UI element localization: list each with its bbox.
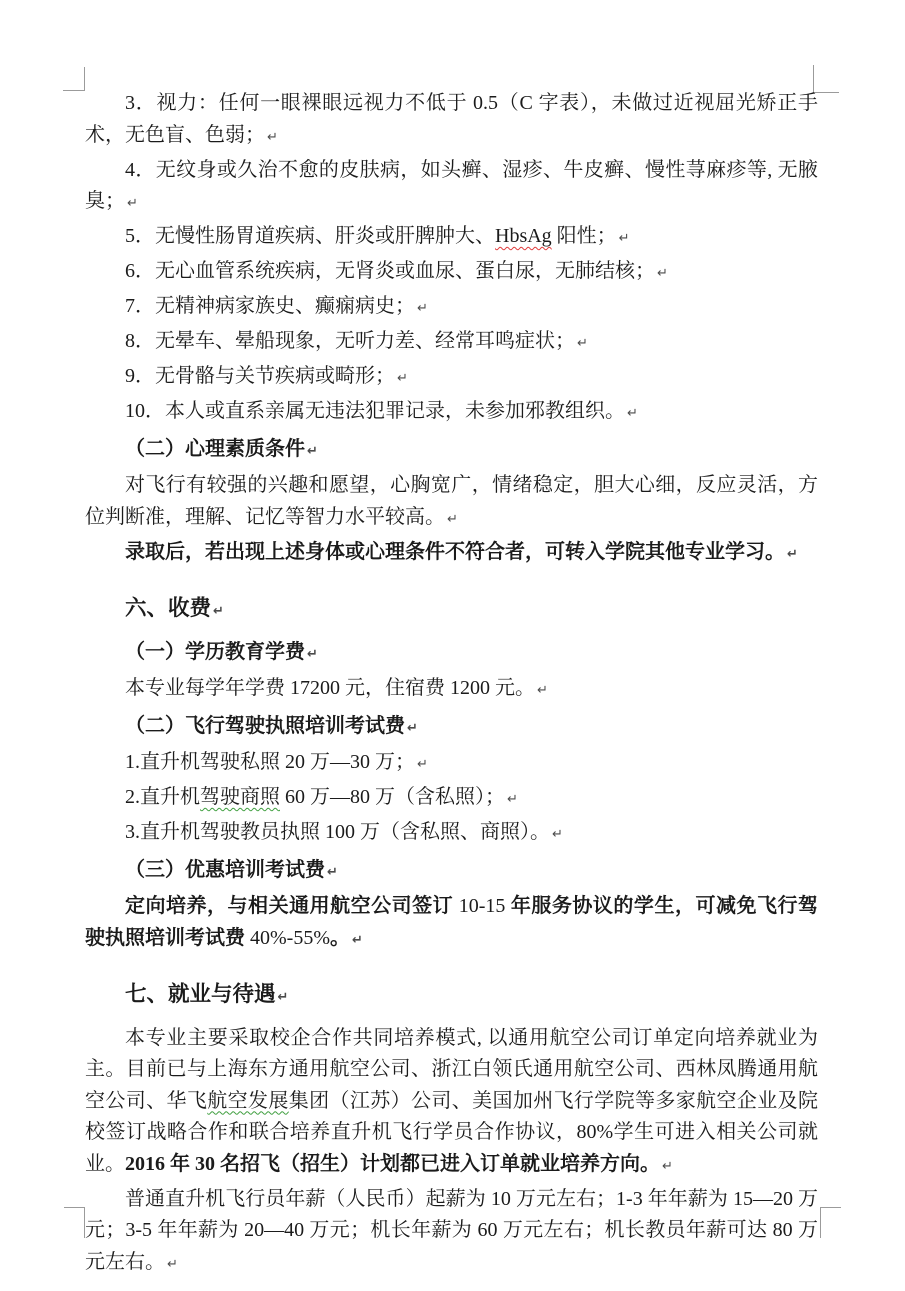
grammar-error-text: 航空发展	[207, 1089, 289, 1112]
salary-text-body: 普通直升机飞行员年薪（人民币）起薪为 10 万元左右；1-3 年年薪为 15—20 万元；3-5 年年薪为 20—40 万元；机长年薪为 60 万元左右；机长教员年薪可达 80 万元左右。	[85, 1187, 818, 1273]
tuition-text	[85, 673, 818, 707]
psych-section-heading-text: （二）心理素质条件	[125, 437, 305, 460]
cardio-requirement	[85, 256, 818, 290]
criminal-record-requirement-text: 10．本人或直系亲属无违法犯罪记录，未参加邪教组织。	[125, 400, 625, 422]
mental-history-requirement-text: 7．无精神病家族史、癫痫病史；	[125, 295, 415, 317]
paragraph-mark-icon: ↵	[627, 406, 638, 421]
spelling-error-text: HbsAg	[495, 225, 552, 247]
transfer-note	[85, 537, 818, 571]
fee-item-private-text: 1.直升机驾驶私照 20 万—30 万；	[125, 751, 415, 773]
paragraph-mark-icon: ↵	[397, 371, 408, 386]
vision-requirement	[85, 88, 818, 153]
employment-section-heading	[85, 979, 818, 1014]
psych-description-text: 对飞行有较强的兴趣和愿望，心胸宽广，情绪稳定，胆大心细，反应灵活，方位判断准，理解、记忆等智力水平较高。	[85, 474, 818, 528]
paragraph-mark-icon: ↵	[351, 932, 363, 948]
tuition-heading	[85, 637, 818, 671]
crop-mark-bottom-left	[64, 1207, 85, 1238]
paragraph-mark-icon: ↵	[662, 1158, 673, 1174]
fee-item-private	[85, 747, 818, 781]
skin-requirement	[85, 155, 818, 220]
paragraph-mark-icon: ↵	[552, 827, 563, 842]
tuition-text-body: 本专业每学年学费 17200 元，住宿费 1200 元。	[125, 677, 535, 699]
vision-requirement-text: 3．视力：任何一眼裸眼远视力不低于 0.5（C 字表），未做过近视屈光矫正手术，无色盲、色弱；	[85, 92, 818, 146]
fee-item-commercial	[85, 782, 818, 816]
paragraph-mark-icon: ↵	[618, 231, 630, 246]
psych-section-heading	[85, 434, 818, 468]
discount-run-2: 年服务协议的学生，可减免飞行驾驶执照培训考试费	[85, 895, 819, 949]
paragraph-mark-icon: ↵	[277, 990, 289, 1005]
cardio-requirement-text: 6．无心血管系统疾病，无肾炎或血尿、蛋白尿，无肺结核；	[125, 260, 655, 282]
transfer-note-text: 录取后，若出现上述身体或心理条件不符合者，可转入学院其他专业学习。	[125, 540, 785, 563]
digestive-requirement	[85, 221, 818, 255]
discount-years-value: 10-15	[458, 895, 506, 917]
psych-description	[85, 470, 818, 535]
paragraph-mark-icon: ↵	[127, 196, 138, 211]
fee-item-commercial-text-end: 60 万—80 万（含私照）；	[280, 786, 505, 808]
paragraph-mark-icon: ↵	[417, 757, 428, 772]
fees-section-heading-text: 六、收费	[125, 596, 212, 620]
paragraph-mark-icon: ↵	[537, 683, 548, 698]
paragraph-mark-icon: ↵	[657, 266, 668, 281]
digestive-requirement-text-end: 阳性；	[551, 225, 617, 247]
paragraph-mark-icon: ↵	[507, 792, 518, 807]
discount-heading-text: （三）优惠培训考试费	[125, 858, 325, 881]
paragraph-mark-icon: ↵	[577, 336, 588, 351]
paragraph-mark-icon: ↵	[327, 864, 338, 880]
skeleton-requirement	[85, 361, 818, 395]
fee-item-instructor-text: 3.直升机驾驶教员执照 100 万（含私照、商照）。	[125, 821, 550, 843]
page-content	[85, 88, 818, 1282]
crop-mark-top-left	[63, 67, 85, 91]
paragraph-mark-icon: ↵	[213, 604, 224, 619]
motion-sickness-requirement	[85, 326, 818, 360]
paragraph-mark-icon: ↵	[267, 129, 278, 145]
fees-section-heading	[85, 593, 818, 628]
paragraph-mark-icon: ↵	[447, 511, 458, 527]
discount-heading	[85, 855, 818, 889]
digestive-requirement-text: 5．无慢性肠胃道疾病、肝炎或肝脾肿大、	[125, 225, 495, 247]
license-fee-heading-text: （二）飞行驾驶执照培训考试费	[125, 714, 405, 737]
discount-percent-value: 40%-55%	[250, 926, 330, 949]
paragraph-mark-icon: ↵	[307, 443, 318, 459]
employment-run-2: 集团（江苏）公司、美国加州飞行学院等多家航空企业及院校签订战略合作和联合培养直升机飞行学员合作协议，80%学生可进入相关公司就业。	[85, 1089, 819, 1175]
skeleton-requirement-text: 9．无骨骼与关节疾病或畸形；	[125, 365, 395, 387]
paragraph-mark-icon: ↵	[407, 720, 418, 736]
grammar-error-text: 驾驶商照	[200, 786, 280, 808]
employment-section-heading-text: 七、就业与待遇	[125, 982, 276, 1006]
license-fee-heading	[85, 711, 818, 745]
criminal-record-requirement	[85, 396, 818, 430]
crop-mark-bottom-right	[820, 1207, 841, 1238]
discount-run-3: 。	[329, 926, 350, 949]
salary-text	[85, 1184, 818, 1281]
employment-run-1: 本专业主要采取校企合作共同培养模式, 以通用航空公司订单定向培养就业为主。目前已与上海东方通用航空公司、浙江白领氏通用航空公司、西林凤腾通用航空公司、华飞	[85, 1026, 818, 1112]
paragraph-mark-icon: ↵	[787, 546, 798, 562]
mental-history-requirement	[85, 291, 818, 325]
fee-item-instructor	[85, 817, 818, 851]
tuition-heading-text: （一）学历教育学费	[125, 640, 305, 663]
discount-text	[85, 891, 818, 956]
employment-plan-bold-text: 2016 年 30 名招飞（招生）计划都已进入订单就业培养方向。	[125, 1152, 660, 1175]
skin-requirement-text: 4．无纹身或久治不愈的皮肤病，如头癣、湿疹、牛皮癣、慢性荨麻疹等, 无腋臭；	[85, 158, 818, 212]
fee-item-commercial-text: 2.直升机	[125, 786, 200, 808]
paragraph-mark-icon: ↵	[167, 1256, 178, 1272]
paragraph-mark-icon: ↵	[417, 301, 428, 316]
motion-sickness-requirement-text: 8．无晕车、晕船现象，无听力差、经常耳鸣症状；	[125, 330, 575, 352]
employment-text	[85, 1023, 818, 1183]
discount-run-1: 定向培养，与相关通用航空公司签订	[125, 895, 459, 917]
paragraph-mark-icon: ↵	[307, 646, 318, 662]
